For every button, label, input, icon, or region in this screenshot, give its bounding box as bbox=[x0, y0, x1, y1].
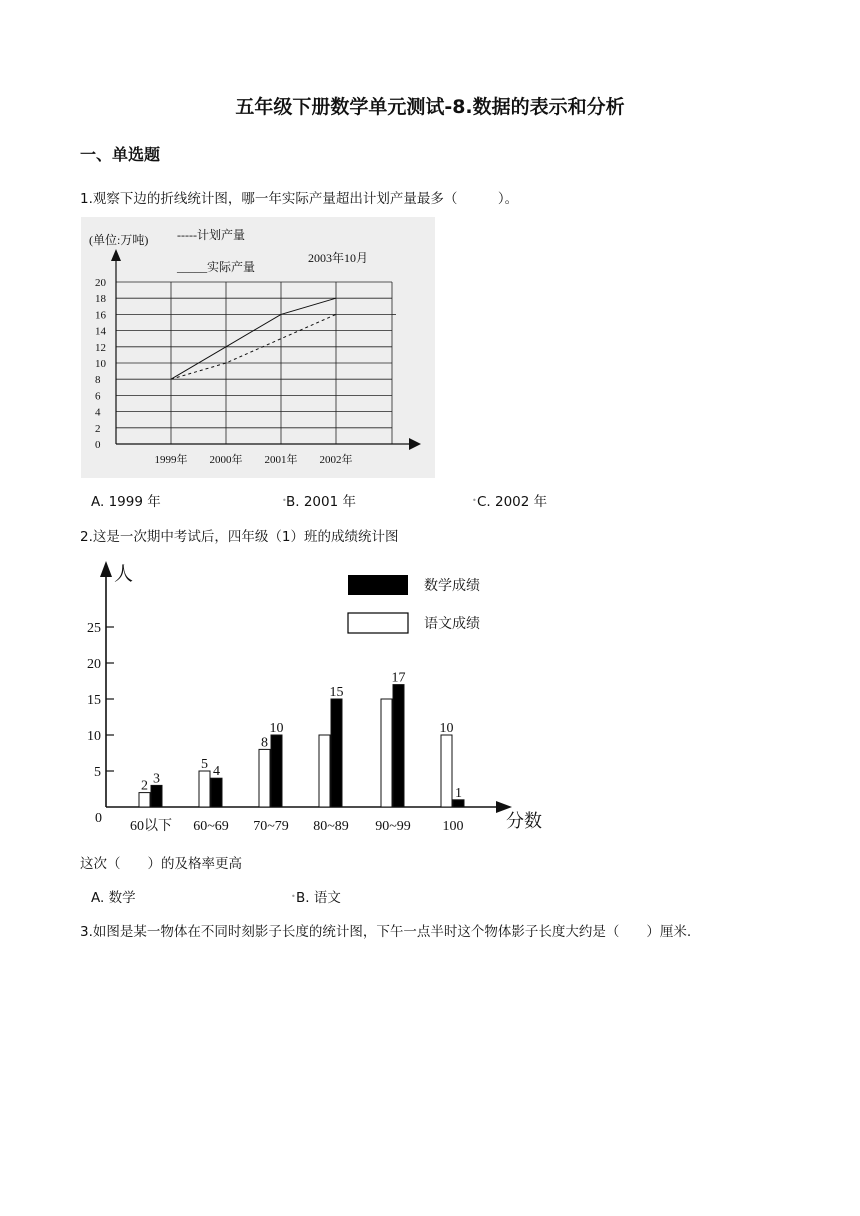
math-score-bar bbox=[211, 778, 222, 807]
question-2-follow: 这次（ ）的及格率更高 bbox=[80, 856, 242, 872]
math-score-bar bbox=[331, 699, 342, 807]
legend-chinese-label: 语文成绩 bbox=[424, 617, 480, 632]
x-axis-label: 分数 bbox=[506, 811, 542, 831]
y-tick-label: 0 bbox=[95, 439, 101, 451]
x-tick-label: 60~69 bbox=[193, 819, 229, 834]
y-tick-label: 4 bbox=[95, 406, 101, 419]
legend-math-swatch bbox=[348, 575, 408, 595]
x-tick-label: 1999年 bbox=[154, 454, 188, 466]
y-tick-label: 5 bbox=[94, 765, 101, 780]
origin-label: 0 bbox=[95, 811, 102, 826]
q1-option-c[interactable]: C. 2002 年 bbox=[477, 494, 548, 510]
q2-option-b[interactable]: B. 语文 bbox=[296, 890, 341, 906]
bar-value-label: 10 bbox=[439, 721, 454, 736]
y-tick-label: 20 bbox=[87, 657, 101, 672]
q2-option-a[interactable]: A. 数学 bbox=[91, 890, 136, 906]
chinese-score-bar bbox=[319, 735, 330, 807]
chart-background bbox=[81, 217, 435, 478]
chart-bars bbox=[139, 685, 464, 807]
y-tick-label: 8 bbox=[95, 374, 101, 387]
bar-value-label: 17 bbox=[391, 670, 406, 686]
x-tick-label: 2001年 bbox=[264, 454, 298, 466]
x-tick-label: 100 bbox=[442, 819, 464, 834]
bar-value-label: 10 bbox=[269, 721, 284, 736]
chinese-score-bar bbox=[381, 699, 392, 807]
y-tick-label: 14 bbox=[95, 325, 106, 338]
bar-value-label: 1 bbox=[455, 785, 462, 801]
question-1-stem: 1.观察下边的折线统计图，哪一年实际产量超出计划产量最多（ ）。 bbox=[80, 191, 519, 207]
bar-value-label: 3 bbox=[153, 771, 160, 787]
y-axis-label: 人 bbox=[114, 564, 134, 585]
math-score-bar bbox=[393, 685, 404, 807]
page-title: 五年级下册数学单元测试-8.数据的表示和分析 bbox=[235, 96, 625, 118]
option-bullet-icon: • bbox=[472, 496, 477, 505]
bar-value-label: 15 bbox=[329, 685, 344, 700]
legend-chinese-swatch bbox=[348, 613, 408, 633]
y-tick-label: 20 bbox=[95, 277, 106, 289]
legend-planned: -----计划产量 bbox=[177, 228, 245, 242]
chart-date-note: 2003年10月 bbox=[308, 251, 369, 265]
y-tick-label: 10 bbox=[95, 358, 106, 370]
y-tick-label: 18 bbox=[95, 293, 106, 306]
y-tick-label: 10 bbox=[87, 729, 101, 744]
y-tick-label: 6 bbox=[95, 390, 101, 403]
y-tick-label: 16 bbox=[95, 309, 106, 322]
chinese-score-bar bbox=[441, 735, 452, 807]
bar-value-label: 5 bbox=[201, 757, 208, 772]
score-bar-chart bbox=[80, 555, 560, 840]
x-tick-label: 2002年 bbox=[319, 454, 353, 466]
bar-value-label: 4 bbox=[213, 764, 220, 780]
q1-option-a[interactable]: A. 1999 年 bbox=[91, 494, 161, 510]
y-axis-arrow-icon bbox=[100, 561, 112, 577]
production-line-chart bbox=[81, 217, 435, 478]
math-score-bar bbox=[453, 800, 464, 807]
chinese-score-bar bbox=[139, 793, 150, 807]
legend-math-label: 数学成绩 bbox=[424, 579, 480, 594]
x-tick-label: 70~79 bbox=[253, 819, 289, 834]
chart-unit-label: (单位:万吨) bbox=[89, 233, 149, 247]
q1-option-b[interactable]: B. 2001 年 bbox=[286, 494, 356, 510]
y-tick-label: 25 bbox=[87, 621, 101, 636]
y-tick-label: 15 bbox=[87, 693, 101, 708]
y-tick-label: 2 bbox=[95, 422, 101, 435]
x-tick-label: 80~89 bbox=[313, 819, 349, 834]
chinese-score-bar bbox=[199, 771, 210, 807]
math-score-bar bbox=[271, 735, 282, 807]
y-tick-label: 12 bbox=[95, 341, 106, 354]
option-bullet-icon: • bbox=[291, 892, 296, 901]
x-tick-label: 90~99 bbox=[375, 819, 411, 834]
x-tick-label: 2000年 bbox=[209, 454, 243, 466]
bar-value-label: 8 bbox=[261, 735, 268, 751]
bar-value-label: 2 bbox=[141, 778, 148, 794]
chinese-score-bar bbox=[259, 749, 270, 807]
math-score-bar bbox=[151, 785, 162, 807]
section-heading: 一、单选题 bbox=[80, 145, 161, 164]
x-tick-label: 60以下 bbox=[130, 819, 172, 834]
legend-actual: _____实际产量 bbox=[177, 260, 256, 274]
question-3-stem: 3.如图是某一物体在不同时刻影子长度的统计图，下午一点半时这个物体影子长度大约是（ ）厘米. bbox=[80, 924, 692, 940]
question-2-stem: 2.这是一次期中考试后，四年级（1）班的成绩统计图 bbox=[80, 529, 399, 545]
option-bullet-icon: • bbox=[282, 496, 287, 505]
